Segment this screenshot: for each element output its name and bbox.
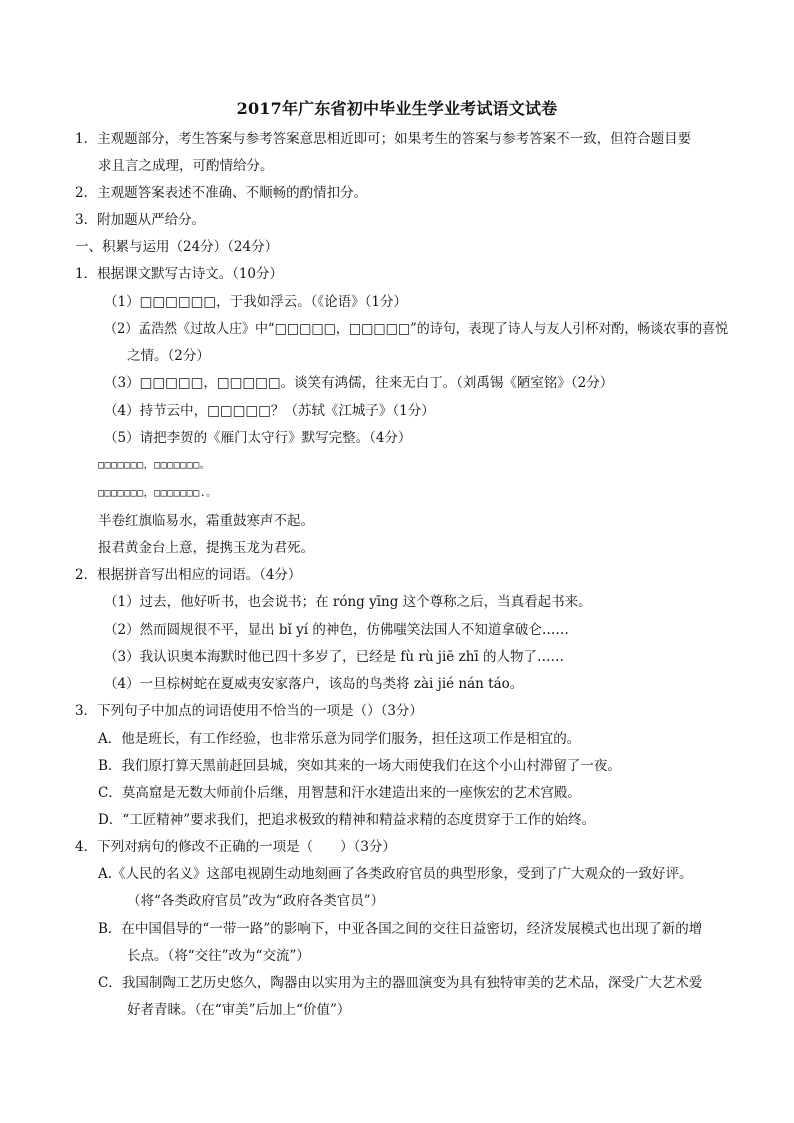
question-4-option-b: B．在中国倡导的“一带一路”的影响下，中亚各国之间的交往日益密切，经济发展模式也出现了新的增	[98, 921, 703, 937]
instruction-1-cont: 求且言之成理，可酌情给分。	[98, 158, 274, 174]
question-1-item-4: （4）持节云中，□□□□□？（苏轼《江城子》（1分）	[104, 403, 435, 419]
poem-line-3: 半卷红旗临易水，霜重鼓寒声不起。	[98, 513, 314, 529]
page-title: 2017年广东省初中毕业生学业考试语文试卷	[236, 99, 558, 118]
question-3-option-c: C．莫高窟是无数大师前仆后继，用智慧和汗水建造出来的一座恢宏的艺术宫殿。	[98, 785, 581, 801]
question-1-item-2: （2）孟浩然《过故人庄》中“□□□□□，□□□□□”的诗句，表现了诗人与友人引杯对酌，畅谈农事的喜悦	[104, 321, 729, 337]
question-3-option-d: D．“工匠精神”要求我们，把追求极致的精神和精益求精的态度贯穿于工作的始终。	[98, 812, 596, 828]
question-1-item-3: （3）□□□□□，□□□□□。谈笑有鸿儒，往来无白丁。（刘禹锡《陋室铭》（2分）	[104, 375, 614, 391]
question-4-option-a-note: （将“各类政府官员”改为“政府各类官员”）	[127, 893, 385, 909]
question-4: 4．下列对病句的修改不正确的一项是（ ）（3分）	[75, 839, 396, 855]
question-2: 2．根据拼音写出相应的词语。（4分）	[75, 567, 302, 583]
question-4-option-c-cont: 好者青睐。（在“审美”后加上“价值”）	[127, 1002, 351, 1018]
question-4-option-b-cont: 长点。（将“交往”改为“交流”）	[127, 948, 310, 964]
instruction-3: 3．附加题从严给分。	[75, 212, 206, 228]
question-2-item-3: （3）我认识奥本海默时他已四十多岁了，已经是 fù rù jiē zhī 的人物了……	[104, 649, 565, 665]
question-4-option-c: C．我国制陶工艺历史悠久，陶器由以实用为主的器皿演变为具有独特审美的艺术品，深受广大艺术爱	[98, 975, 703, 991]
poem-line-4: 报君黄金台上意，提携玉龙为君死。	[98, 540, 314, 556]
question-3-option-b: B．我们原打算天黑前赶回县城，突如其来的一场大雨使我们在这个小山村滞留了一夜。	[98, 758, 621, 774]
question-1: 1．根据课文默写古诗文。（10分）	[75, 266, 284, 282]
question-1-item-5: （5）请把李贺的《雁门太守行》默写完整。（4分）	[104, 430, 412, 446]
instruction-1: 1．主观题部分，考生答案与参考答案意思相近即可；如果考生的答案与参考答案不一致，但符合题目要	[75, 131, 692, 147]
section-heading: 一、积累与运用（24分）（24分）	[75, 239, 279, 255]
question-3: 3．下列句子中加点的词语使用不恰当的一项是（）（3分）	[75, 703, 423, 719]
instruction-2: 2．主观题答案表述不准确、不顺畅的酌情扣分。	[75, 185, 368, 201]
question-1-item-1: （1）□□□□□□，于我如浮云。（《论语》（1分）	[104, 294, 407, 310]
question-2-item-1: （1）过去，他好听书，也会说书；在 róng yīng 这个尊称之后，当真看起书来。	[104, 594, 592, 610]
poem-line-1: □□□□□□□，□□□□□□□。	[98, 460, 211, 471]
question-4-option-a: A.《人民的名义》这部电视剧生动地刻画了各类政府官员的典型形象，受到了广大观众的一致好评。	[98, 866, 693, 882]
poem-line-2: □□□□□□□，□□□□□□□.。	[98, 488, 217, 499]
question-3-option-a: A．他是班长，有工作经验，也非常乐意为同学们服务，担任这项工作是相宜的。	[98, 731, 581, 747]
question-2-item-2: （2）然而圆规很不平，显出 bǐ yí 的神色，仿佛嗤笑法国人不知道拿破仑……	[104, 622, 569, 638]
question-2-item-4: （4）一旦棕树蛇在夏威夷安家落户，该岛的鸟类将 zài jié nán táo。	[104, 676, 524, 692]
question-1-item-2-cont: 之情。（2分）	[127, 348, 210, 364]
